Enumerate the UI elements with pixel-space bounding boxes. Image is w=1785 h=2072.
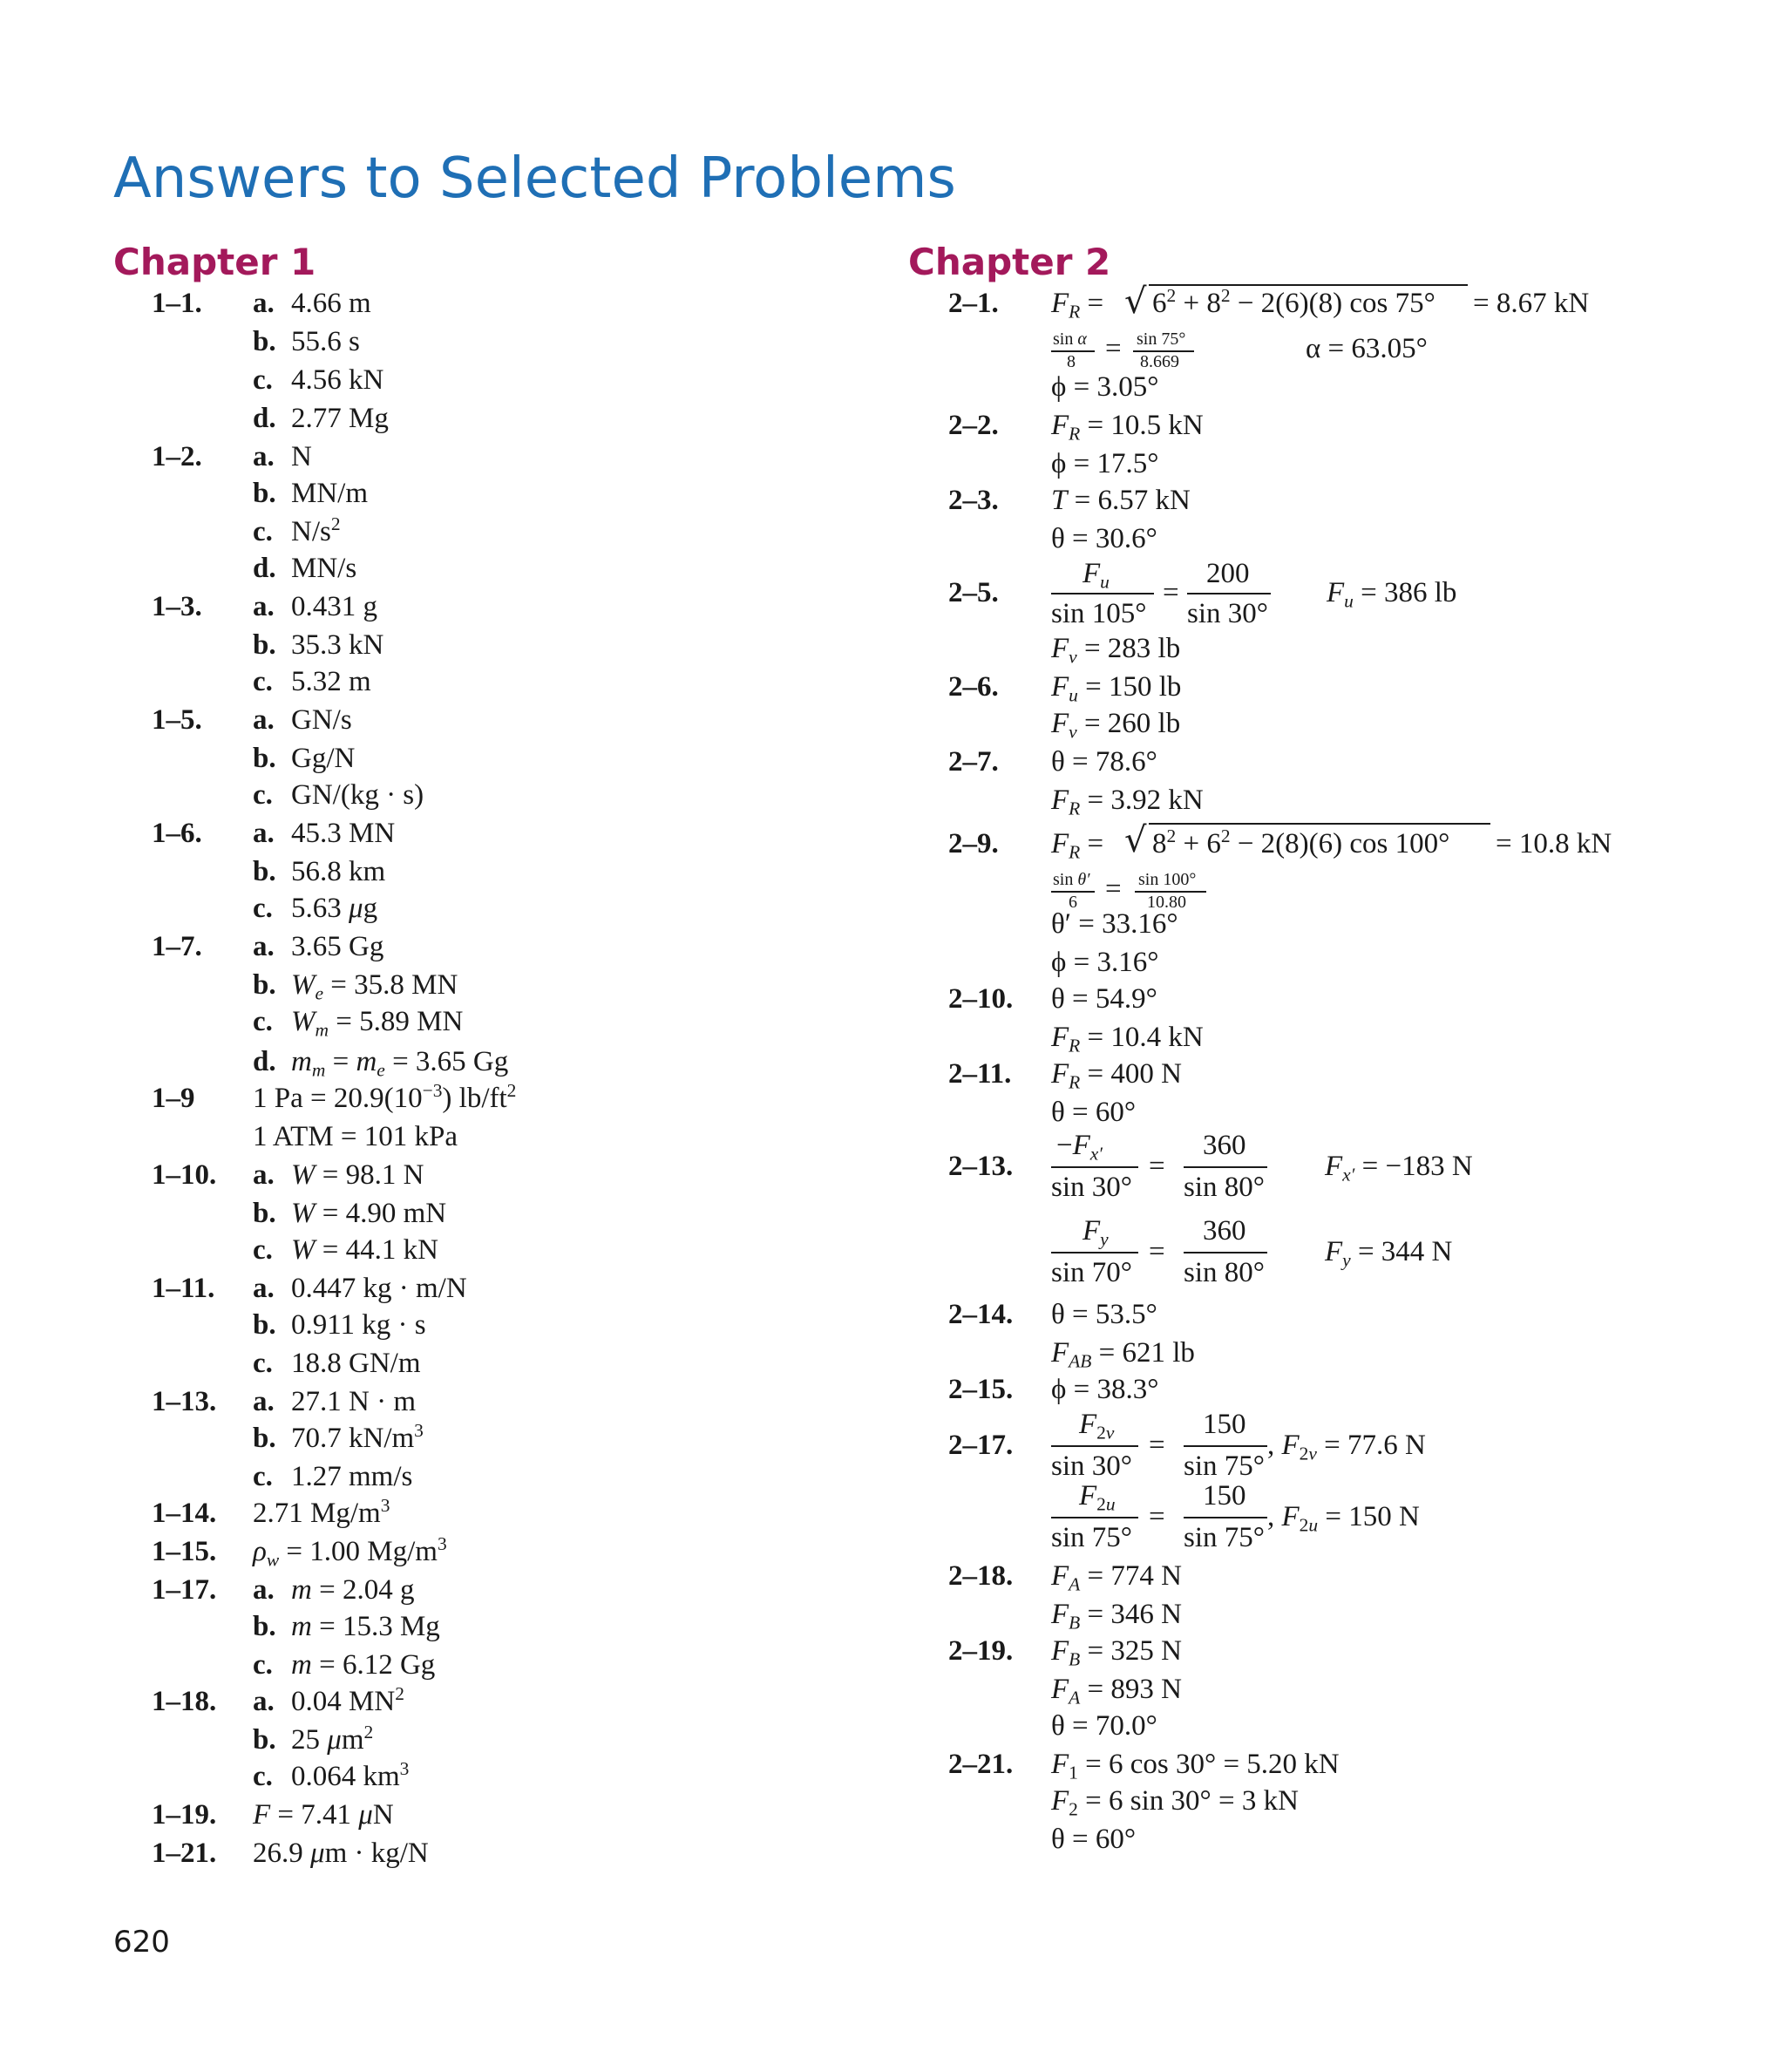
answer: $F_R = 400$ N xyxy=(1051,1058,1182,1093)
answer-value: 1 ATM = 101 kPa xyxy=(253,1121,458,1152)
problem-number: 1–5. xyxy=(152,704,202,736)
answer-value: W = 98.1 N xyxy=(291,1159,424,1191)
fraction-denominator: sin 80° xyxy=(1184,1257,1265,1288)
sqrt-icon: √ xyxy=(1124,820,1147,860)
problem-number: 1–18. xyxy=(152,1686,217,1717)
answer-value: 25 $\mu m^2$ xyxy=(291,1722,374,1756)
answer: T = 6.57 kN xyxy=(1051,485,1191,516)
answer: ϕ = 3.16° xyxy=(1051,947,1159,978)
answer-value: 2.71 $Mg/m^3$ xyxy=(253,1495,390,1529)
problem-number: 2–3. xyxy=(948,485,999,516)
part-letter: b. xyxy=(253,326,276,357)
answer-value: 0.04 $MN^2$ xyxy=(291,1683,404,1717)
answer: θ = 30.6° xyxy=(1051,523,1157,554)
answer-value: GN/(kg · s) xyxy=(291,779,424,811)
fraction-numerator: 200 xyxy=(1206,558,1250,589)
fraction-bar xyxy=(1184,1166,1267,1168)
part-letter: c. xyxy=(253,1461,273,1492)
fraction-numerator: $F_{2u}$ xyxy=(1079,1480,1116,1515)
answer: $F_u = 150$ lb xyxy=(1051,671,1182,706)
problem-number: 2–11. xyxy=(948,1058,1012,1090)
problem-number: 1–6. xyxy=(152,818,202,849)
answer: $F_u = 386$ lb xyxy=(1327,577,1457,612)
part-letter: c. xyxy=(253,779,273,811)
equals: = xyxy=(1105,333,1122,364)
problem-number: 2–5. xyxy=(948,577,999,608)
equation-radicand: $8^2 + 6^2 - 2(8)(6)$ cos 100° xyxy=(1152,825,1450,859)
answer: $F_R = 10.5$ kN xyxy=(1051,410,1204,445)
fraction-denominator: sin 105° xyxy=(1051,598,1147,629)
answer-value: 5.63 μg xyxy=(291,893,378,924)
part-letter: b. xyxy=(253,1423,276,1454)
problem-number: 1–21. xyxy=(152,1838,217,1869)
problem-number: 2–9. xyxy=(948,828,999,859)
answer-value: 4.56 kN xyxy=(291,364,384,396)
alpha-result: α = 63.05° xyxy=(1306,333,1428,364)
fraction-bar xyxy=(1184,1252,1267,1253)
problem-number: 1–15. xyxy=(152,1536,217,1567)
part-letter: b. xyxy=(253,969,276,1001)
answer: $F_R = 10.4$ kN xyxy=(1051,1022,1204,1056)
chapter-1-heading: Chapter 1 xyxy=(113,241,316,283)
problem-number: 2–13. xyxy=(948,1151,1014,1182)
page-number: 620 xyxy=(113,1925,170,1960)
fraction-denominator: sin 70° xyxy=(1051,1257,1132,1288)
fraction-denominator: sin 75° xyxy=(1184,1450,1265,1482)
answer-value: MN/m xyxy=(291,478,369,509)
ratio-denominator: 6 xyxy=(1069,893,1077,912)
fraction-bar xyxy=(1051,1166,1138,1168)
equation-radicand: $6^2 + 8^2 - 2(6)(8)$ cos 75° xyxy=(1152,285,1435,319)
ratio-numerator: sin θ′ xyxy=(1053,870,1090,889)
fraction-numerator: $F_y$ xyxy=(1083,1215,1109,1250)
answer: θ = 60° xyxy=(1051,1824,1137,1855)
fraction-denominator: sin 30° xyxy=(1051,1450,1132,1482)
part-letter: c. xyxy=(253,1348,273,1379)
answer-value: Gg/N xyxy=(291,743,356,774)
problem-number: 2–19. xyxy=(948,1635,1014,1667)
part-letter: b. xyxy=(253,1724,276,1756)
problem-number: 1–9 xyxy=(152,1083,195,1114)
answer: $F_v = 283$ lb xyxy=(1051,633,1181,668)
problem-number: 1–17. xyxy=(152,1574,217,1606)
problem-number: 1–10. xyxy=(152,1159,217,1191)
part-letter: d. xyxy=(253,553,276,584)
problem-number: 2–6. xyxy=(948,671,999,703)
equation-result: = 8.67 kN xyxy=(1473,288,1590,319)
problem-number: 2–14. xyxy=(948,1299,1014,1330)
answer: $F_{x'} = -183$ N xyxy=(1325,1151,1473,1185)
part-letter: a. xyxy=(253,818,275,849)
fraction-numerator: 150 xyxy=(1203,1409,1246,1440)
answer-value: 0.064 $km^3$ xyxy=(291,1758,410,1792)
answer-value: 3.65 Gg xyxy=(291,931,384,962)
problem-number: 2–18. xyxy=(948,1560,1014,1592)
part-letter: a. xyxy=(253,441,275,472)
part-letter: b. xyxy=(253,478,276,509)
answer-value: 1.27 mm/s xyxy=(291,1461,413,1492)
fraction-denominator: sin 30° xyxy=(1051,1172,1132,1203)
answer-value: F = 7.41 μN xyxy=(253,1799,394,1831)
answer-value: MN/s xyxy=(291,553,357,584)
problem-number: 2–1. xyxy=(948,288,999,319)
problem-number: 1–13. xyxy=(152,1386,217,1417)
chapter-2-heading: Chapter 2 xyxy=(908,241,1111,283)
answer: θ = 54.9° xyxy=(1051,983,1157,1015)
part-letter: a. xyxy=(253,591,275,622)
part-letter: a. xyxy=(253,1686,275,1717)
fraction-bar xyxy=(1187,593,1271,594)
fraction-bar xyxy=(1184,1445,1267,1447)
fraction-denominator: sin 80° xyxy=(1184,1172,1265,1203)
part-letter: d. xyxy=(253,403,276,434)
answer-value: $\rho_w = 1.00$ $Mg/m^3$ xyxy=(253,1533,447,1571)
answer-value: m = 6.12 Gg xyxy=(291,1649,436,1681)
answer-value: GN/s xyxy=(291,704,352,736)
answer: $F_y = 344$ N xyxy=(1325,1236,1453,1271)
answer: $F_1 = 6$ cos 30° = 5.20 kN xyxy=(1051,1749,1340,1783)
fraction-denominator: sin 30° xyxy=(1187,598,1268,629)
problem-number: 2–15. xyxy=(948,1374,1014,1405)
answer-value: 45.3 MN xyxy=(291,818,396,849)
answer-value: 35.3 kN xyxy=(291,629,384,661)
answer: $F_A = 893$ N xyxy=(1051,1674,1182,1709)
ratio-numerator: sin α xyxy=(1053,329,1087,349)
equation: $F_R$ = xyxy=(1051,288,1104,323)
fraction-numerator: $F_{2v}$ xyxy=(1079,1409,1115,1444)
answer-value: 55.6 s xyxy=(291,326,360,357)
answer-value: m = 2.04 g xyxy=(291,1574,415,1606)
part-letter: b. xyxy=(253,1198,276,1229)
answer-value: W = 4.90 mN xyxy=(291,1198,447,1229)
answer: θ = 70.0° xyxy=(1051,1710,1157,1742)
answer-value: W = 44.1 kN xyxy=(291,1234,438,1266)
answer-value: 27.1 N · m xyxy=(291,1386,416,1417)
part-letter: c. xyxy=(253,364,273,396)
answer: , $F_{2v} = 77.6$ N xyxy=(1267,1430,1426,1464)
answer-value: m = 15.3 Mg xyxy=(291,1611,440,1642)
page-title: Answers to Selected Problems xyxy=(113,146,956,211)
part-letter: c. xyxy=(253,666,273,697)
part-letter: a. xyxy=(253,704,275,736)
part-letter: c. xyxy=(253,1234,273,1266)
answer-value: 5.32 m xyxy=(291,666,371,697)
part-letter: a. xyxy=(253,931,275,962)
answer: θ′ = 33.16° xyxy=(1051,908,1178,940)
answer-value: $N/s^2$ xyxy=(291,513,341,547)
ratio-denominator: 8.669 xyxy=(1140,352,1179,371)
answer-value: N xyxy=(291,441,312,472)
fraction-numerator: $F_u$ xyxy=(1083,558,1110,593)
answer-value: $m_m = m_e = 3.65$ Gg xyxy=(291,1046,509,1081)
problem-number: 1–2. xyxy=(152,441,202,472)
answer-value: 18.8 GN/m xyxy=(291,1348,421,1379)
answer: ϕ = 17.5° xyxy=(1051,448,1159,479)
problem-number: 1–19. xyxy=(152,1799,217,1831)
part-letter: a. xyxy=(253,1386,275,1417)
part-letter: c. xyxy=(253,1006,273,1037)
equals: = xyxy=(1149,1501,1165,1532)
part-letter: b. xyxy=(253,856,276,887)
problem-number: 2–21. xyxy=(948,1749,1014,1780)
part-letter: a. xyxy=(253,1574,275,1606)
answer-value: $W_m = 5.89$ MN xyxy=(291,1006,464,1041)
phi-result: ϕ = 3.05° xyxy=(1051,371,1159,403)
problem-number: 1–3. xyxy=(152,591,202,622)
problem-number: 1–11. xyxy=(152,1273,215,1304)
answer-value: 2.77 Mg xyxy=(291,403,389,434)
sqrt-icon: √ xyxy=(1124,282,1147,322)
answer: ϕ = 38.3° xyxy=(1051,1374,1159,1405)
equals: = xyxy=(1105,873,1122,905)
equals: = xyxy=(1149,1236,1165,1267)
answer-value: 0.431 g xyxy=(291,591,377,622)
fraction-bar xyxy=(1051,1517,1138,1518)
answer: θ = 78.6° xyxy=(1051,746,1157,778)
answer-value: 1 $Pa = 20.9(10^{-3})$ $lb/ft^2$ xyxy=(253,1080,517,1114)
answer: θ = 60° xyxy=(1051,1097,1137,1128)
part-letter: c. xyxy=(253,893,273,924)
fraction-bar xyxy=(1184,1517,1267,1518)
equals: = xyxy=(1163,577,1179,608)
answer: $F_B = 325$ N xyxy=(1051,1635,1182,1670)
answer-value: 26.9 μm · kg/N xyxy=(253,1838,429,1869)
problem-number: 2–10. xyxy=(948,983,1014,1015)
equals: = xyxy=(1149,1151,1165,1182)
equation-result: = 10.8 kN xyxy=(1496,828,1612,859)
fraction-bar xyxy=(1051,1252,1138,1253)
fraction-numerator: $-F_{x'}$ xyxy=(1056,1130,1103,1165)
fraction-denominator: sin 75° xyxy=(1051,1522,1132,1553)
problem-number: 2–7. xyxy=(948,746,999,778)
answer-value: 4.66 m xyxy=(291,288,371,319)
fraction-numerator: 360 xyxy=(1203,1130,1246,1161)
part-letter: b. xyxy=(253,629,276,661)
fraction-numerator: 150 xyxy=(1203,1480,1246,1512)
part-letter: b. xyxy=(253,1611,276,1642)
answer: $F_{AB} = 621$ lb xyxy=(1051,1337,1195,1372)
problem-number: 1–7. xyxy=(152,931,202,962)
radical-bar xyxy=(1149,823,1490,825)
answer-value: $W_e = 35.8$ MN xyxy=(291,969,458,1004)
answer: $F_v = 260$ lb xyxy=(1051,708,1181,743)
answer: $F_A = 774$ N xyxy=(1051,1560,1182,1595)
answer: θ = 53.5° xyxy=(1051,1299,1157,1330)
problem-number: 2–17. xyxy=(948,1430,1014,1461)
answer: $F_2 = 6$ sin 30° = 3 kN xyxy=(1051,1785,1299,1820)
answer-value: 56.8 km xyxy=(291,856,386,887)
answer: $F_B = 346$ N xyxy=(1051,1599,1182,1634)
fraction-bar xyxy=(1051,593,1154,594)
equation: $F_R$ = xyxy=(1051,828,1104,863)
ratio-numerator: sin 75° xyxy=(1137,329,1186,349)
part-letter: b. xyxy=(253,1309,276,1341)
fraction-denominator: sin 75° xyxy=(1184,1522,1265,1553)
answer-value: 0.911 kg · s xyxy=(291,1309,426,1341)
part-letter: a. xyxy=(253,1273,275,1304)
part-letter: d. xyxy=(253,1046,276,1077)
answer-value: 0.447 kg · m/N xyxy=(291,1273,467,1304)
part-letter: a. xyxy=(253,288,275,319)
fraction-numerator: 360 xyxy=(1203,1215,1246,1247)
part-letter: c. xyxy=(253,1649,273,1681)
answer-value: 70.7 $kN/m^3$ xyxy=(291,1420,424,1454)
answer: $F_R = 3.92$ kN xyxy=(1051,785,1204,819)
equals: = xyxy=(1149,1430,1165,1461)
part-letter: c. xyxy=(253,1761,273,1792)
fraction-bar xyxy=(1051,1445,1138,1447)
ratio-numerator: sin 100° xyxy=(1138,870,1197,889)
problem-number: 2–2. xyxy=(948,410,999,441)
problem-number: 1–1. xyxy=(152,288,202,319)
answer: , $F_{2u} = 150$ N xyxy=(1267,1501,1420,1536)
ratio-denominator: 8 xyxy=(1067,352,1076,371)
problem-number: 1–14. xyxy=(152,1498,217,1529)
part-letter: a. xyxy=(253,1159,275,1191)
part-letter: c. xyxy=(253,516,273,547)
ratio-denominator: 10.80 xyxy=(1147,893,1186,912)
part-letter: b. xyxy=(253,743,276,774)
